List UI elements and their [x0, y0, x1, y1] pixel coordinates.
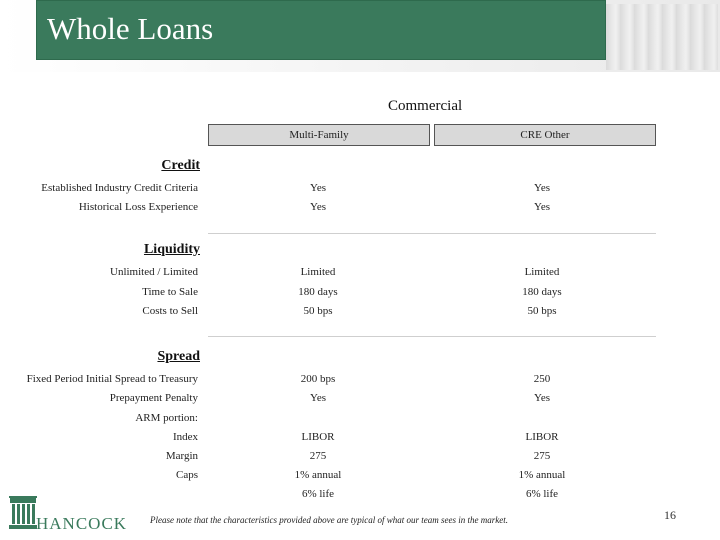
row-label: ARM portion: [135, 412, 198, 424]
column-header-cre-other [434, 124, 656, 146]
cell-multi-family: 1% annual [294, 469, 342, 481]
cell-multi-family: 50 bps [303, 305, 333, 317]
row-label: Time to Sale [142, 286, 198, 298]
header-columns-image [606, 4, 718, 70]
cell-multi-family: Limited [300, 266, 336, 278]
footnote: Please note that the characteristics provided above are typical of what our team sees in the market. [150, 515, 509, 525]
cell-multi-family: Yes [309, 182, 326, 194]
group-label-credit: Credit [161, 158, 200, 173]
title-banner [36, 0, 606, 60]
row-label: Caps [176, 469, 198, 481]
cell-cre-other: 1% annual [518, 469, 566, 481]
row-label: Costs to Sell [142, 305, 198, 317]
cell-multi-family: Yes [309, 201, 326, 213]
row-label: Index [172, 431, 198, 443]
row-label: Prepayment Penalty [109, 392, 198, 404]
row-label: Margin [165, 450, 198, 462]
cell-multi-family: Yes [309, 392, 326, 404]
row-label: Fixed Period Initial Spread to Treasury [26, 373, 198, 385]
cell-cre-other: Yes [533, 201, 550, 213]
section-divider [208, 336, 656, 337]
group-label-spread: Spread [157, 349, 200, 364]
cell-multi-family: 275 [309, 450, 327, 462]
column-logo-icon [8, 496, 38, 530]
section-divider [208, 233, 656, 234]
cell-multi-family: 6% life [301, 488, 335, 500]
cell-cre-other: LIBOR [525, 431, 559, 443]
cell-cre-other: Yes [533, 182, 550, 194]
row-label: Historical Loss Experience [78, 201, 198, 213]
group-label-liquidity: Liquidity [143, 242, 200, 257]
row-label: Established Industry Credit Criteria [41, 182, 198, 194]
column-header-label: Multi-Family [289, 129, 349, 141]
cell-cre-other: 250 [533, 373, 551, 385]
cell-cre-other: Limited [524, 266, 560, 278]
cell-cre-other: Yes [533, 392, 550, 404]
page-number: 16 [664, 508, 676, 522]
cell-multi-family: 180 days [298, 286, 338, 298]
section-heading: Commercial [388, 98, 463, 114]
cell-cre-other: 180 days [522, 286, 562, 298]
cell-multi-family: 200 bps [300, 373, 336, 385]
logo-wordmark: HANCOCK [36, 514, 128, 533]
cell-cre-other: 50 bps [527, 305, 557, 317]
cell-cre-other: 275 [533, 450, 551, 462]
cell-cre-other: 6% life [525, 488, 559, 500]
column-header-label: CRE Other [520, 129, 570, 141]
row-label: Unlimited / Limited [110, 266, 198, 278]
cell-multi-family: LIBOR [301, 431, 335, 443]
page-title: Whole Loans [47, 11, 214, 46]
column-header-multi-family [208, 124, 430, 146]
